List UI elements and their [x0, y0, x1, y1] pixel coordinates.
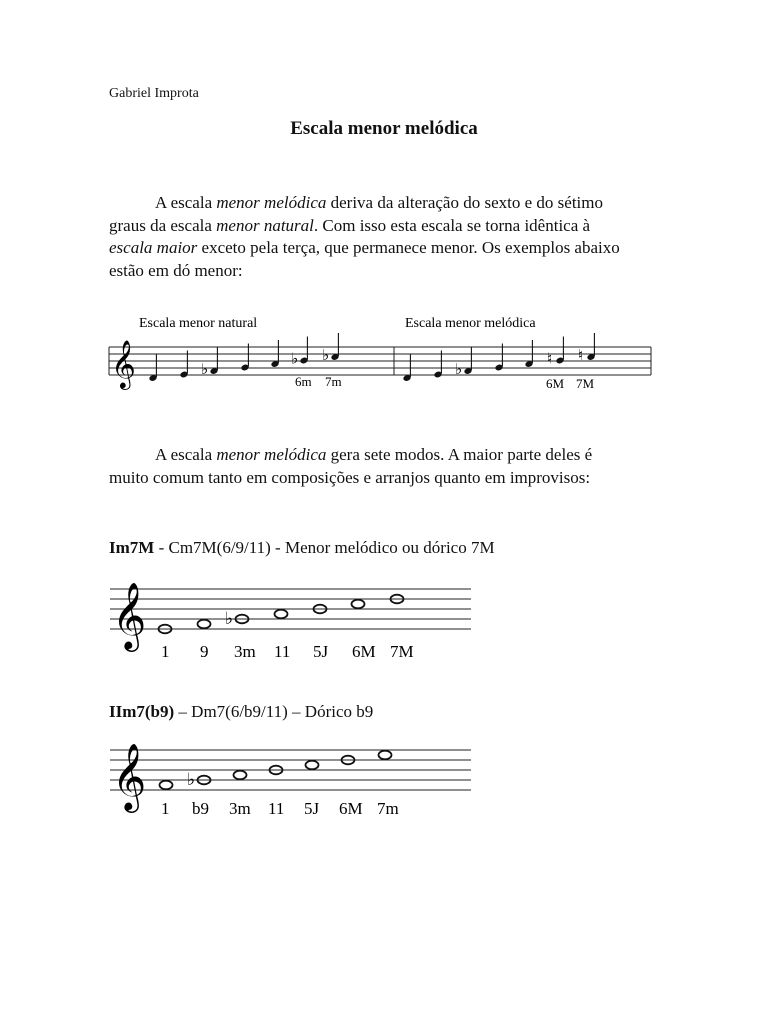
degree-label: 5J — [304, 799, 320, 818]
modes-intro-paragraph — [109, 444, 669, 489]
degree-label: 5J — [313, 642, 329, 661]
degree-mark: 6M — [546, 376, 565, 391]
note — [179, 351, 188, 379]
note — [433, 351, 442, 379]
text-run: graus da escala — [109, 215, 217, 235]
degree-label: 11 — [268, 799, 285, 818]
italic-term: escala maior — [109, 238, 198, 257]
mode-notes — [154, 595, 404, 634]
whole-note — [275, 610, 288, 619]
mode-heading — [109, 702, 373, 722]
degree-label: 3m — [234, 642, 256, 661]
text-run: A escala — [155, 193, 217, 212]
staff-lines — [110, 589, 471, 629]
paragraph-line — [109, 444, 669, 467]
text-run: estão em dó menor: — [109, 260, 243, 280]
degree-label: 6M — [352, 642, 376, 661]
intro-paragraph — [109, 192, 669, 282]
degree-mark: 7m — [325, 374, 342, 389]
flat-icon: ♭ — [201, 362, 209, 378]
italic-term: menor melódica — [216, 193, 327, 212]
mode-heading — [109, 538, 495, 558]
note — [578, 333, 596, 364]
whole-note — [160, 781, 173, 790]
mode-description: – Dm7(6/b9/11) – Dórico b9 — [174, 702, 374, 721]
flat-icon: ♭ — [187, 770, 196, 789]
natural-icon: ♮ — [578, 348, 584, 364]
flat-icon: ♭ — [225, 609, 234, 628]
mode-staff — [108, 738, 478, 823]
text-run: muito comum tanto em composições e arranjos quanto em improvisos: — [109, 467, 591, 487]
staff-lines — [110, 750, 471, 790]
italic-term: menor natural — [216, 215, 314, 235]
degree-label: 1 — [161, 642, 170, 661]
paragraph-line — [109, 215, 669, 238]
paragraph-line — [109, 192, 669, 215]
mode-symbol: IIm7(b9) — [109, 702, 175, 721]
degree-mark: 6m — [295, 374, 312, 389]
whole-note — [379, 751, 392, 760]
degree-label: 7m — [377, 799, 399, 818]
note — [291, 337, 309, 368]
whole-note — [234, 771, 247, 780]
note — [494, 344, 503, 372]
note — [455, 347, 473, 378]
whole-note — [154, 625, 176, 634]
degree-mark: 7M — [576, 376, 595, 391]
author-name: Gabriel Improta — [109, 86, 199, 101]
degree-label: 11 — [274, 642, 291, 661]
degree-label: 1 — [161, 799, 170, 818]
flat-icon: ♭ — [291, 351, 299, 368]
degree-labels — [161, 799, 399, 818]
treble-clef-icon: 𝄞 — [112, 744, 147, 809]
text-run: deriva da alteração do sexto e do sétimo — [326, 193, 603, 212]
treble-clef-icon: 𝄞 — [111, 342, 136, 388]
whole-note — [198, 620, 211, 629]
mode-description: - Cm7M(6/9/11) - Menor melódico ou dórico 7M — [154, 538, 495, 557]
degree-label: 7M — [390, 642, 414, 661]
flat-icon: ♭ — [322, 348, 330, 364]
degree-label: 9 — [200, 642, 209, 661]
degree-labels — [161, 642, 414, 661]
mode-symbol: Im7M — [109, 538, 155, 557]
page-title: Escala menor melódica — [290, 118, 478, 139]
treble-clef-icon: 𝄞 — [112, 583, 147, 648]
note — [322, 333, 340, 364]
flat-icon: ♭ — [455, 362, 463, 378]
paragraph-line — [109, 467, 669, 490]
note — [547, 337, 565, 368]
italic-term: menor melódica — [216, 445, 327, 464]
degree-label: 6M — [339, 799, 363, 818]
whole-note — [306, 761, 319, 770]
mode-staff — [108, 577, 478, 662]
whole-note — [352, 600, 365, 609]
note — [240, 344, 249, 372]
text-run: exceto pela terça, que permanece menor. Os exemplos abaixo — [197, 238, 620, 257]
degree-label: b9 — [192, 799, 209, 818]
natural-icon: ♮ — [547, 351, 553, 368]
note — [201, 347, 219, 378]
text-run: A escala — [155, 445, 217, 464]
left-scale-label: Escala menor natural — [139, 316, 258, 331]
right-scale-label: Escala menor melódica — [405, 316, 536, 331]
scale-comparison-staff — [105, 300, 660, 400]
paragraph-line — [109, 237, 669, 260]
degree-label: 3m — [229, 799, 251, 818]
staff-lines — [109, 347, 651, 375]
paragraph-line — [109, 260, 669, 283]
text-run: gera sete modos. A maior parte deles é — [326, 445, 593, 464]
text-run: . Com isso esta escala se torna idêntica à — [313, 215, 591, 235]
